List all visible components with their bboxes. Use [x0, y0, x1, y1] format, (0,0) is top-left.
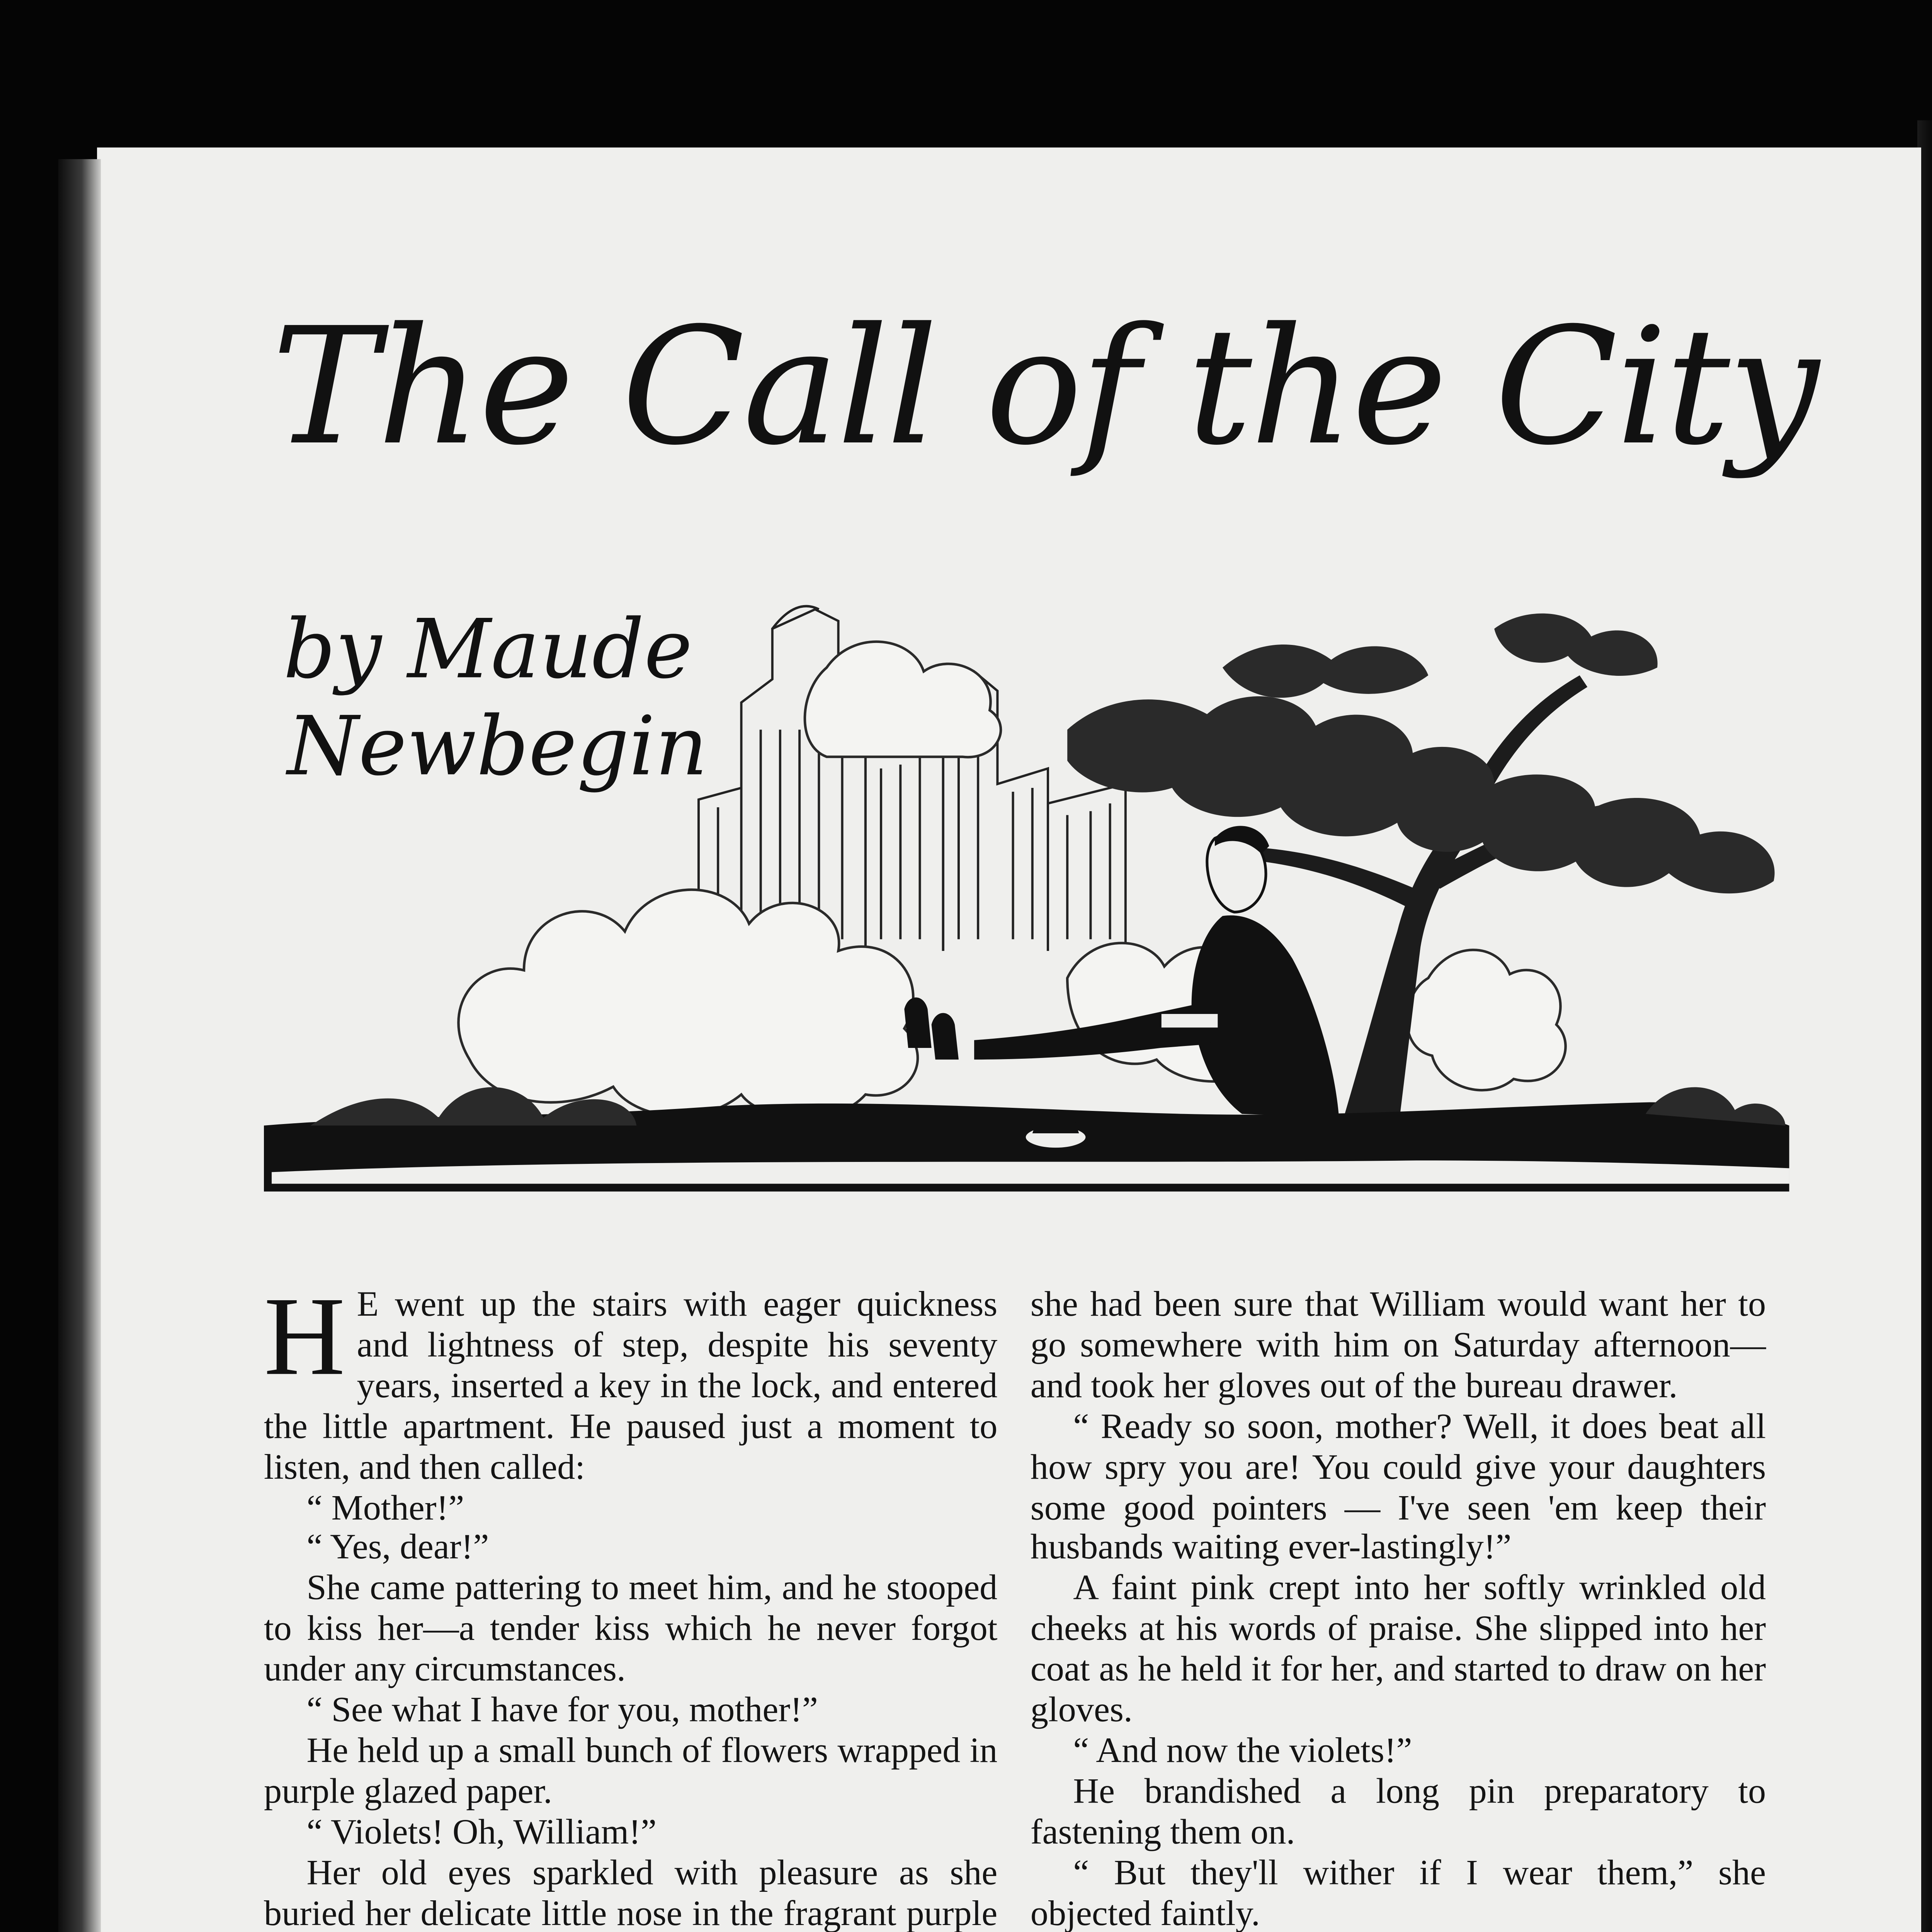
paragraph: He brandished a long pin preparatory to fastening them on.: [1030, 1771, 1766, 1851]
paragraph: she had been sure that William would want her to go somewhere with him on Saturday afternoon—and took her gloves out of the bureau drawer.: [1030, 1284, 1766, 1405]
opening-paragraph: [264, 1273, 998, 1488]
paragraph: A faint pink crept into her softly wrinkled old cheeks at his words of praise. She slipped into her coat as he held it for her, and started to draw on her gloves.: [1030, 1568, 1766, 1730]
byline-line-2: Newbegin: [287, 698, 708, 794]
drop-cap: H: [264, 1273, 345, 1400]
paragraph: Her old eyes sparkled with pleasure as she buried her delicate little nose in the fragrant purple: [264, 1852, 998, 1932]
paragraph: “ Violets! Oh, William!”: [306, 1812, 657, 1851]
paragraph: She came pattering to meet him, and he stooped to kiss her—a tender kiss which he never forgot under any circumstances.: [264, 1568, 998, 1689]
byline: [283, 602, 707, 796]
paragraph: “ See what I have for you, mother!”: [306, 1690, 818, 1730]
paragraph: “ But they'll wither if I wear them,” she objected faintly.: [1030, 1852, 1766, 1932]
paragraph: “ And now the violets!”: [1073, 1731, 1412, 1770]
spine-shadow: [58, 159, 101, 1932]
paragraph-text: E went up the stairs with eager quickness and lightness of step, despite his seventy years, inserted a key in the lock, and entered the little apartment. He paused just a moment to listen, and then called:: [264, 1284, 998, 1486]
paragraph: He held up a small bunch of flowers wrapped in purple glazed paper.: [264, 1731, 998, 1811]
ground-drawing: [264, 1087, 1789, 1192]
story-title: The Call of the City: [272, 293, 1818, 481]
text-column-left: [264, 1273, 998, 1932]
paragraph: “ Yes, dear!”: [306, 1528, 489, 1567]
byline-line-1: by Maude: [283, 601, 692, 697]
paragraph: “ Mother!”: [306, 1487, 464, 1527]
paragraph: “ Ready so soon, mother? Well, it does beat all how spry you are! You could give your daughters some good pointers — I've seen 'em keep their husbands waiting ever-lastingly!”: [1030, 1406, 1766, 1567]
text-column-right: [1031, 1285, 1766, 1932]
